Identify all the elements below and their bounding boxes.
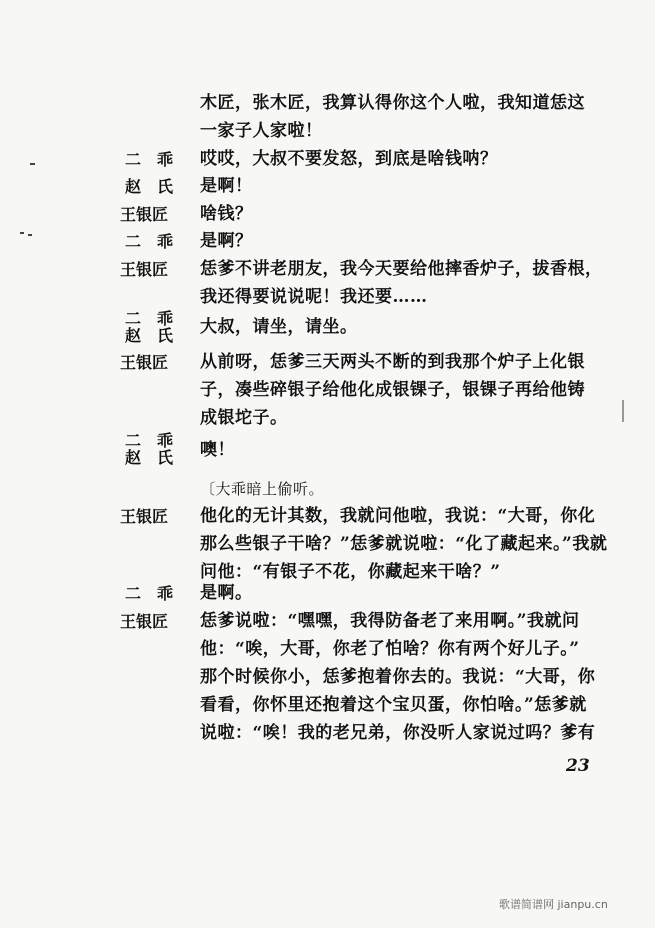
speaker-label-group [125,432,173,466]
dialogue-line: 子，凑些碎银子给他化成银锞子，银锞子再给他铸 [200,380,585,400]
speaker-label-group [125,310,173,344]
dialogue-line: 木匠，张木匠，我算认得你这个人啦，我知道恁这 [200,93,585,113]
watermark: 歌谱简谱网 jianpu.cn [499,898,608,911]
speaker-label: 王银匠 [120,205,169,224]
speaker-label: 王银匠 [120,353,169,372]
speaker-label: 王银匠 [120,260,169,279]
scan-speck [20,232,24,234]
scan-speck [622,400,624,422]
speaker-label: 王银匠 [120,507,169,526]
dialogue-line: 从前呀，恁爹三天两头不断的到我那个炉子上化银 [200,352,585,372]
speaker-label: 二 乖 [125,584,174,603]
speaker-label: 二 乖 赵 氏 [125,309,174,345]
dialogue-line: 大叔，请坐，请坐。 [200,317,358,337]
stage-direction: 〔大乖暗上偷听。 [200,480,325,498]
dialogue-line: 他：“唉，大哥，你老了怕啥？你有两个好儿子。” [200,639,580,659]
speaker-label: 二 乖 赵 氏 [125,431,174,467]
dialogue-line: 恁爹说啦：“嘿嘿，我得防备老了来用啊。”我就问 [200,611,580,631]
dialogue-line: 我还得要说说呢！我还要…… [200,287,428,307]
speaker-label: 二 乖 [125,150,174,169]
dialogue-line: 看看，你怀里还抱着这个宝贝蛋，你怕啥。”恁爹就 [200,695,587,715]
dialogue-line: 恁爹不讲老朋友，我今天要给他摔香炉子，拔香根， [200,259,603,279]
scan-speck [28,234,32,236]
dialogue-line: 说啦：“唉！我的老兄弟，你没听人家说过吗？爹有 [200,723,596,743]
speaker-label: 赵 氏 [125,177,174,196]
speaker-label: 王银匠 [120,612,169,631]
dialogue-line: 成银坨子。 [200,408,288,428]
dialogue-line: 问他：“有银子不花，你藏起来干啥？” [200,562,501,582]
dialogue-line: 哎哎，大叔不要发怒，到底是啥钱呐？ [200,149,498,169]
dialogue-line: 是啊！ [200,176,253,196]
speaker-label: 二 乖 [125,232,174,251]
page-number: 23 [566,756,590,776]
dialogue-line: 他化的无计其数，我就问他啦，我说：“大哥，你化 [200,506,596,526]
dialogue-line: 啥钱？ [200,204,253,224]
dialogue-line: 那个时候你小，恁爹抱着你去的。我说：“大哥，你 [200,667,596,687]
dialogue-line: 噢！ [200,440,235,460]
dialogue-line: 是啊？ [200,231,253,251]
dialogue-line: 一家子人家啦！ [200,121,323,141]
scan-speck [30,163,35,165]
dialogue-line: 是啊。 [200,583,253,603]
dialogue-line: 那么些银子干啥？”恁爹就说啦：“化了藏起来。”我就 [200,534,608,554]
